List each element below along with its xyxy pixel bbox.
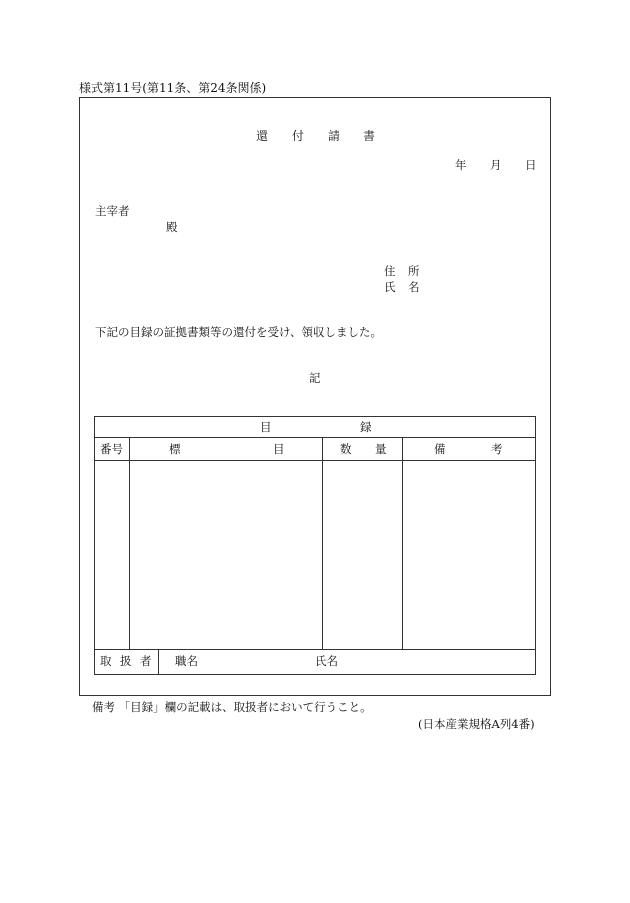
address-label-char-1: 住 <box>384 264 396 278</box>
column-header-quantity-char-1: 数 <box>340 442 352 456</box>
addressee-honorific: 殿 <box>166 220 178 234</box>
catalog-title-char-1: 目 <box>260 420 272 434</box>
name-label-char-1: 氏 <box>384 280 396 294</box>
statement-text: 下記の目録の証拠書類等の還付を受け、領収しました。 <box>95 325 383 339</box>
handler-name-label: 氏名 <box>315 654 338 668</box>
title-char-1: 還 <box>256 129 269 143</box>
table-rule-handler <box>95 649 535 650</box>
addressee-role: 主宰者 <box>95 204 130 218</box>
column-divider-2 <box>322 437 323 650</box>
column-header-item-char-1: 標 <box>169 442 181 456</box>
title-char-3: 請 <box>328 129 341 143</box>
column-header-quantity-char-2: 量 <box>375 442 387 456</box>
remarks-note: 備考 「目録」欄の記載は、取扱者において行うこと。 <box>92 700 372 714</box>
column-divider-1 <box>129 437 130 650</box>
column-divider-3 <box>402 437 403 650</box>
paper-size-note: (日本産業規格A列4番) <box>418 717 535 731</box>
column-header-remarks-char-2: 考 <box>491 442 503 456</box>
column-header-item-char-2: 目 <box>273 442 285 456</box>
column-header-remarks-char-1: 備 <box>434 442 446 456</box>
handler-label-char-2: 扱 <box>120 654 132 668</box>
address-label-char-2: 所 <box>408 264 420 278</box>
title-char-4: 書 <box>363 129 376 143</box>
column-header-number: 番号 <box>100 442 123 456</box>
handler-label-char-1: 取 <box>100 654 112 668</box>
form-number: 様式第11号(第11条、第24条関係) <box>79 81 267 95</box>
table-rule-header <box>95 437 535 438</box>
date-month-label: 月 <box>490 158 502 172</box>
title-char-2: 付 <box>292 129 305 143</box>
date-day-label: 日 <box>525 158 537 172</box>
date-year-label: 年 <box>455 158 467 172</box>
catalog-title-char-2: 録 <box>360 420 372 434</box>
handler-label-char-3: 者 <box>140 654 152 668</box>
handler-divider <box>158 649 159 675</box>
catalog-table <box>94 416 536 675</box>
record-heading: 記 <box>309 371 321 385</box>
name-label-char-2: 名 <box>408 280 420 294</box>
table-rule-columns <box>95 460 535 461</box>
handler-position-label: 職名 <box>175 654 198 668</box>
